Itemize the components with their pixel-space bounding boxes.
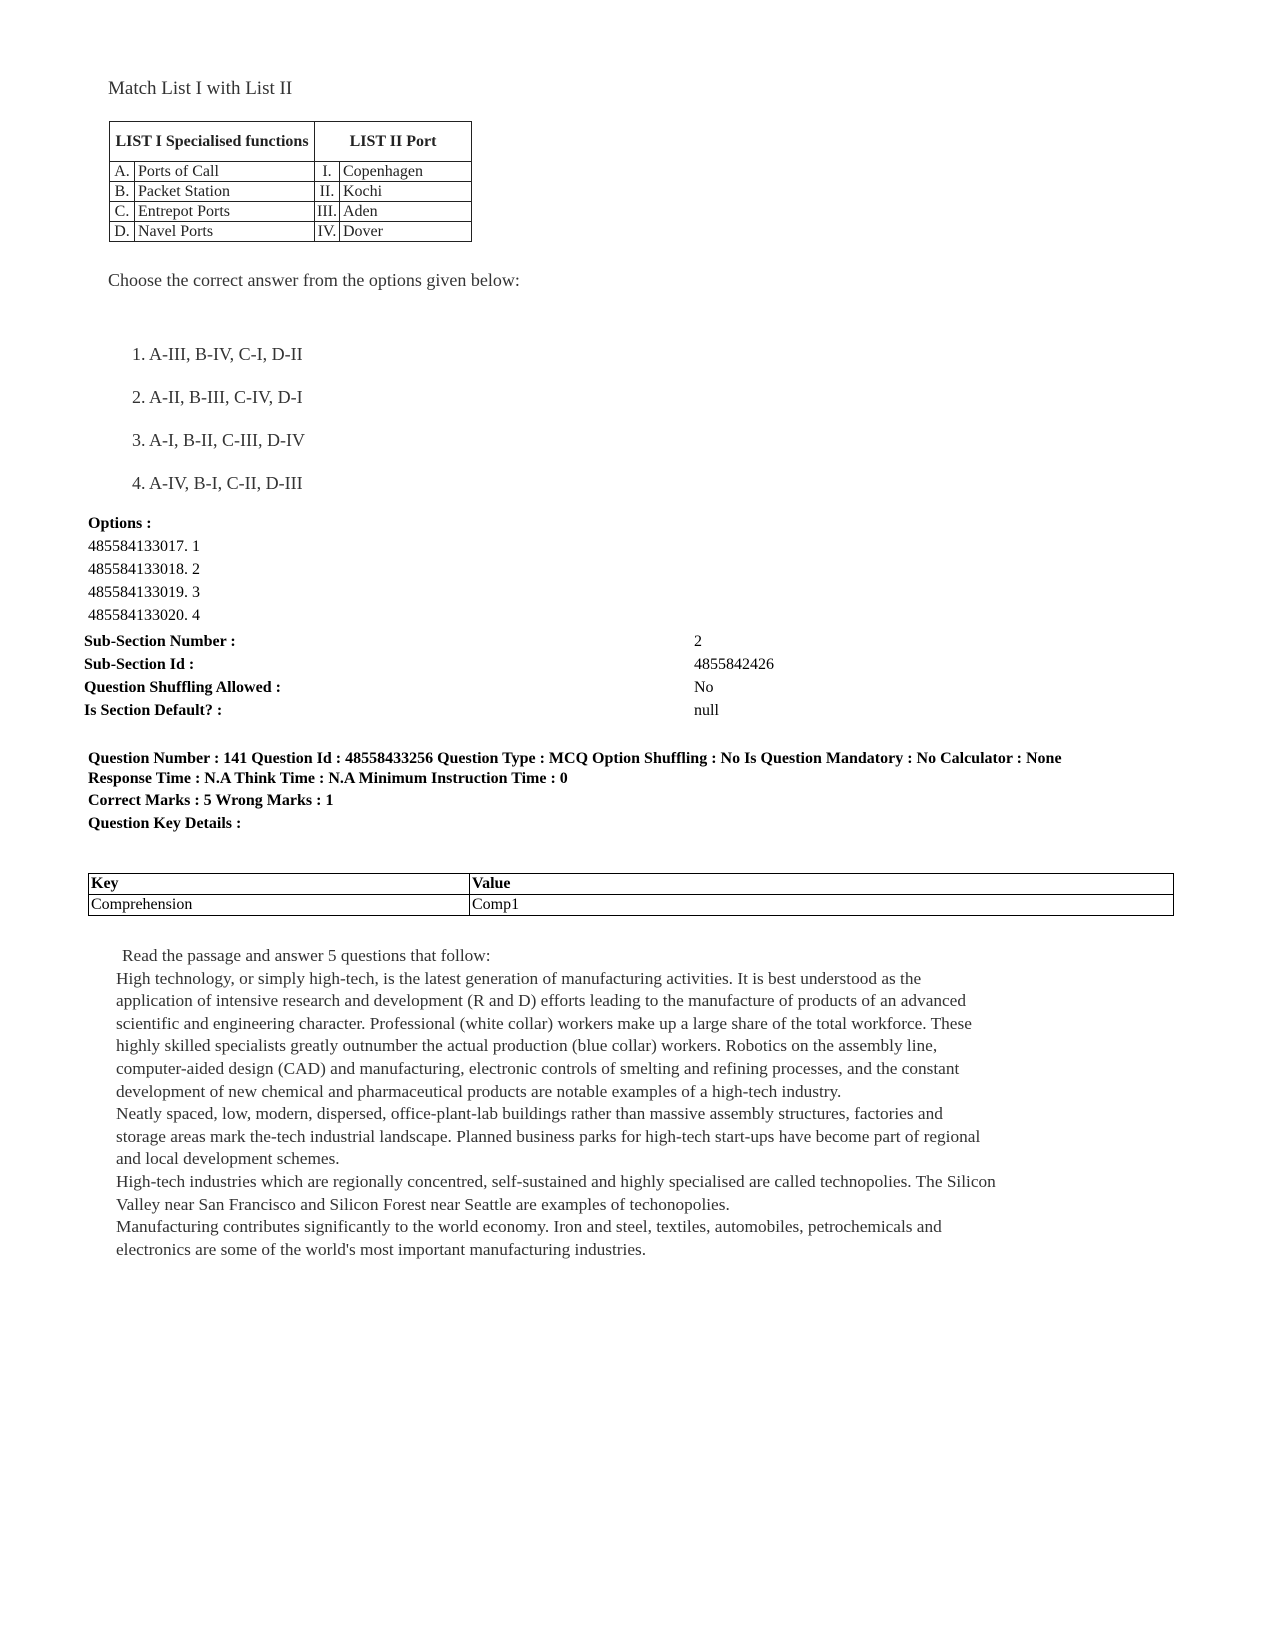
list1-num: C. — [110, 202, 135, 221]
section-default-value: null — [694, 702, 719, 719]
answer-option-3: 3. A-I, B-II, C-III, D-IV — [132, 430, 305, 450]
subsection-number-label: Sub-Section Number : — [84, 633, 236, 650]
table-row — [89, 895, 1174, 916]
option-id: 485584133019. 3 — [88, 584, 200, 601]
passage-paragraph: Manufacturing contributes significantly to the world economy. Iron and steel, textiles, automobiles, petrochemicals and electronics are some of the world's most important manufacturing industries. — [116, 1217, 942, 1259]
match-table — [109, 121, 472, 242]
value-header: Value — [470, 874, 1174, 895]
question-meta-line2: Response Time : N.A Think Time : N.A Minimum Instruction Time : 0 — [88, 770, 568, 787]
list1-item: Ports of Call — [138, 163, 219, 180]
question-shuffling-label: Question Shuffling Allowed : — [84, 679, 281, 696]
list2-item: Kochi — [343, 183, 383, 200]
list2-num: I. — [315, 162, 340, 181]
list2-item: Copenhagen — [343, 163, 423, 180]
options-label: Options : — [88, 515, 152, 532]
subsection-id-value: 4855842426 — [694, 656, 774, 673]
subsection-id-label: Sub-Section Id : — [84, 656, 195, 673]
subsection-number-value: 2 — [694, 633, 702, 650]
list2-num: III. — [315, 202, 340, 221]
table-row — [110, 162, 472, 182]
key-header: Key — [89, 874, 470, 895]
table-row — [110, 182, 472, 202]
passage-paragraph: Neatly spaced, low, modern, dispersed, office-plant-lab buildings rather than massive assembly structures, factories and storage areas mark the-tech industrial landscape. Planned business parks for high-tech start-ups have become part of regional and local development schemes. — [116, 1104, 981, 1169]
option-id: 485584133017. 1 — [88, 538, 200, 555]
marks-line: Correct Marks : 5 Wrong Marks : 1 — [88, 792, 334, 809]
key-details-label: Question Key Details : — [88, 815, 242, 832]
passage-paragraph: High technology, or simply high-tech, is the latest generation of manufacturing activities. It is best understood as the application of intensive research and development (R and D) efforts leading to the manufacture of products of an advanced scientific and engineering character. Professional (white collar) workers make up a large share of the total workforce. These highly skilled specialists greatly outnumber the actual production (blue collar) workers. Robotics on the assembly line, computer-aided design (CAD) and manufacturing, electronic controls of smelting and refining processes, and the constant development of new chemical and pharmaceutical products are notable examples of a high-tech industry. — [116, 968, 972, 1101]
comprehension-passage — [116, 945, 996, 1261]
value-cell: Comp1 — [470, 895, 1174, 916]
list1-num: A. — [110, 162, 135, 181]
table-header-row — [89, 874, 1174, 895]
list2-num: II. — [315, 182, 340, 201]
list2-item: Aden — [343, 203, 378, 220]
key-cell: Comprehension — [89, 895, 470, 916]
choose-instruction: Choose the correct answer from the options given below: — [108, 270, 520, 290]
option-id: 485584133018. 2 — [88, 561, 200, 578]
list1-num: B. — [110, 182, 135, 201]
table-row — [110, 202, 472, 222]
question-title: Match List I with List II — [108, 78, 293, 99]
list1-header: LIST I Specialised functions — [110, 122, 315, 162]
key-details-table — [88, 873, 1174, 916]
answer-option-4: 4. A-IV, B-I, C-II, D-III — [132, 473, 303, 493]
list1-num: D. — [110, 222, 135, 241]
list2-header: LIST II Port — [315, 122, 472, 162]
answer-option-2: 2. A-II, B-III, C-IV, D-I — [132, 387, 303, 407]
answer-option-1: 1. A-III, B-IV, C-I, D-II — [132, 344, 303, 364]
list1-item: Entrepot Ports — [138, 203, 230, 220]
passage-paragraph: High-tech industries which are regionally concentred, self-sustained and highly specialised are called technopolies. The Silicon Valley near San Francisco and Silicon Forest near Seattle are examples of techonopolies. — [116, 1171, 996, 1214]
list1-item: Packet Station — [138, 183, 230, 200]
passage-intro: Read the passage and answer 5 questions that follow: — [122, 946, 491, 965]
table-row — [110, 222, 472, 242]
option-id: 485584133020. 4 — [88, 607, 200, 624]
question-shuffling-value: No — [694, 679, 714, 696]
list2-item: Dover — [343, 223, 383, 240]
list1-item: Navel Ports — [138, 223, 214, 240]
section-default-label: Is Section Default? : — [84, 702, 223, 719]
list2-num: IV. — [315, 222, 340, 241]
question-meta-line1: Question Number : 141 Question Id : 48558433256 Question Type : MCQ Option Shuffling : No Is Question Mandatory : No Calculator : None — [88, 750, 1062, 767]
